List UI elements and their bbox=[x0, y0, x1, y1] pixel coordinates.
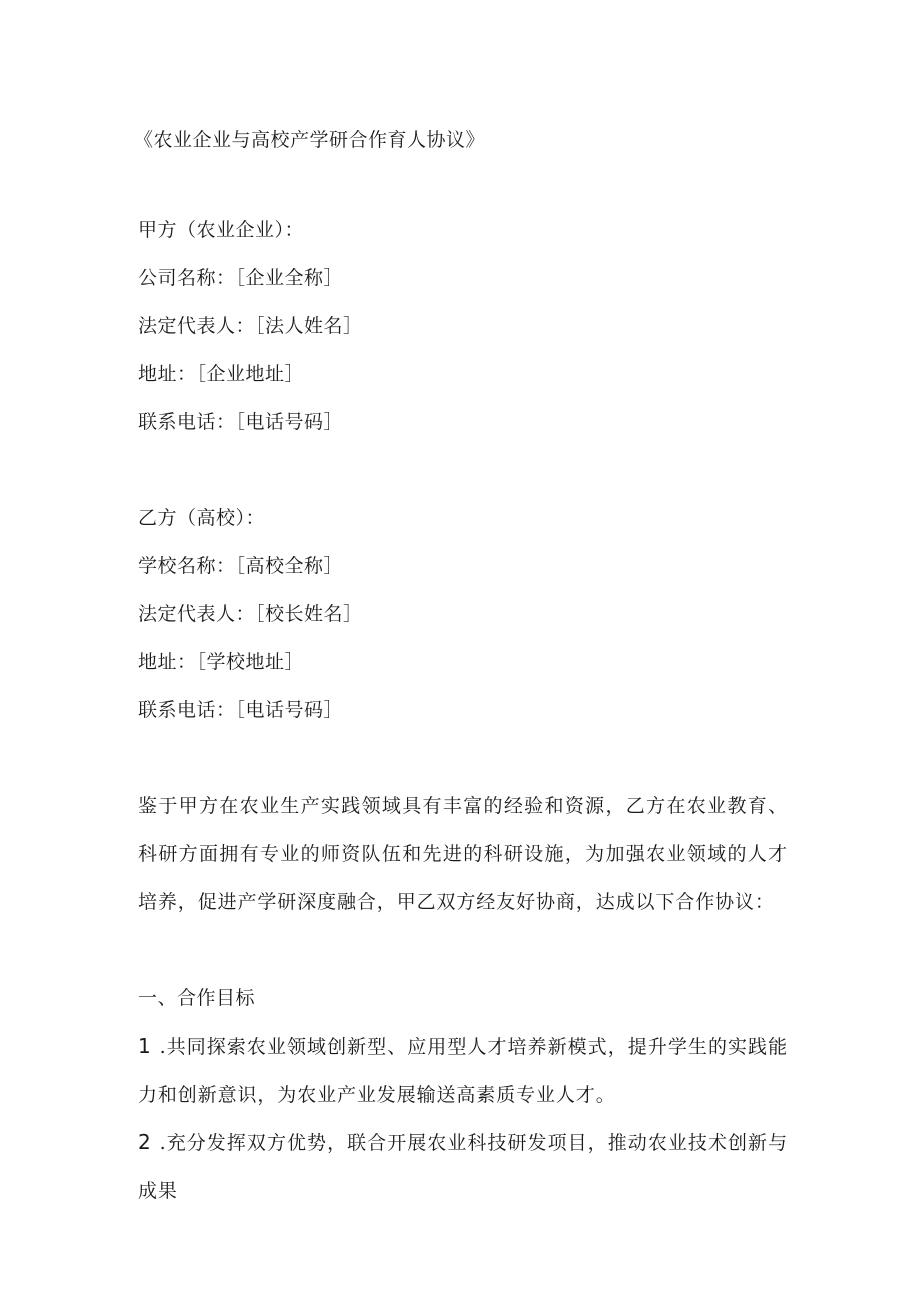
section1-item-1 bbox=[138, 1022, 788, 1119]
party-b-phone: 联系电话：［电话号码］ bbox=[138, 699, 344, 721]
party-b-heading: 乙方（高校）： bbox=[138, 507, 266, 529]
party-b-address: 地址：［学校地址］ bbox=[138, 651, 305, 673]
party-b-school-name: 学校名称：［高校全称］ bbox=[138, 555, 344, 577]
party-a-address: 地址：［企业地址］ bbox=[138, 363, 305, 385]
party-a-heading: 甲方（农业企业）： bbox=[138, 219, 305, 241]
party-b-legal-rep: 法定代表人：［校长姓名］ bbox=[138, 603, 363, 625]
item-number: 2 bbox=[138, 1130, 152, 1154]
section1-item-2 bbox=[138, 1118, 788, 1215]
item-text: .充分发挥双方优势，联合开展农业科技研发项目，推动农业技术创新与成果 bbox=[138, 1132, 788, 1202]
party-a-company-name: 公司名称：［企业全称］ bbox=[138, 267, 344, 289]
party-a-legal-rep: 法定代表人：［法人姓名］ bbox=[138, 315, 363, 337]
section1-heading: 一、合作目标 bbox=[138, 987, 256, 1009]
item-number: 1 bbox=[138, 1034, 152, 1058]
party-a-phone: 联系电话：［电话号码］ bbox=[138, 411, 344, 433]
preamble-paragraph: 鉴于甲方在农业生产实践领域具有丰富的经验和资源，乙方在农业教育、科研方面拥有专业的师资队伍和先进的科研设施，为加强农业领域的人才培养，促进产学研深度融合，甲乙双方经友好协商，达成以下合作协议： bbox=[138, 795, 788, 913]
document-title: 《农业企业与高校产学研合作育人协议》 bbox=[134, 129, 486, 151]
item-text: .共同探索农业领域创新型、应用型人才培养新模式，提升学生的实践能力和创新意识，为农业产业发展输送高素质专业人才。 bbox=[138, 1036, 788, 1106]
